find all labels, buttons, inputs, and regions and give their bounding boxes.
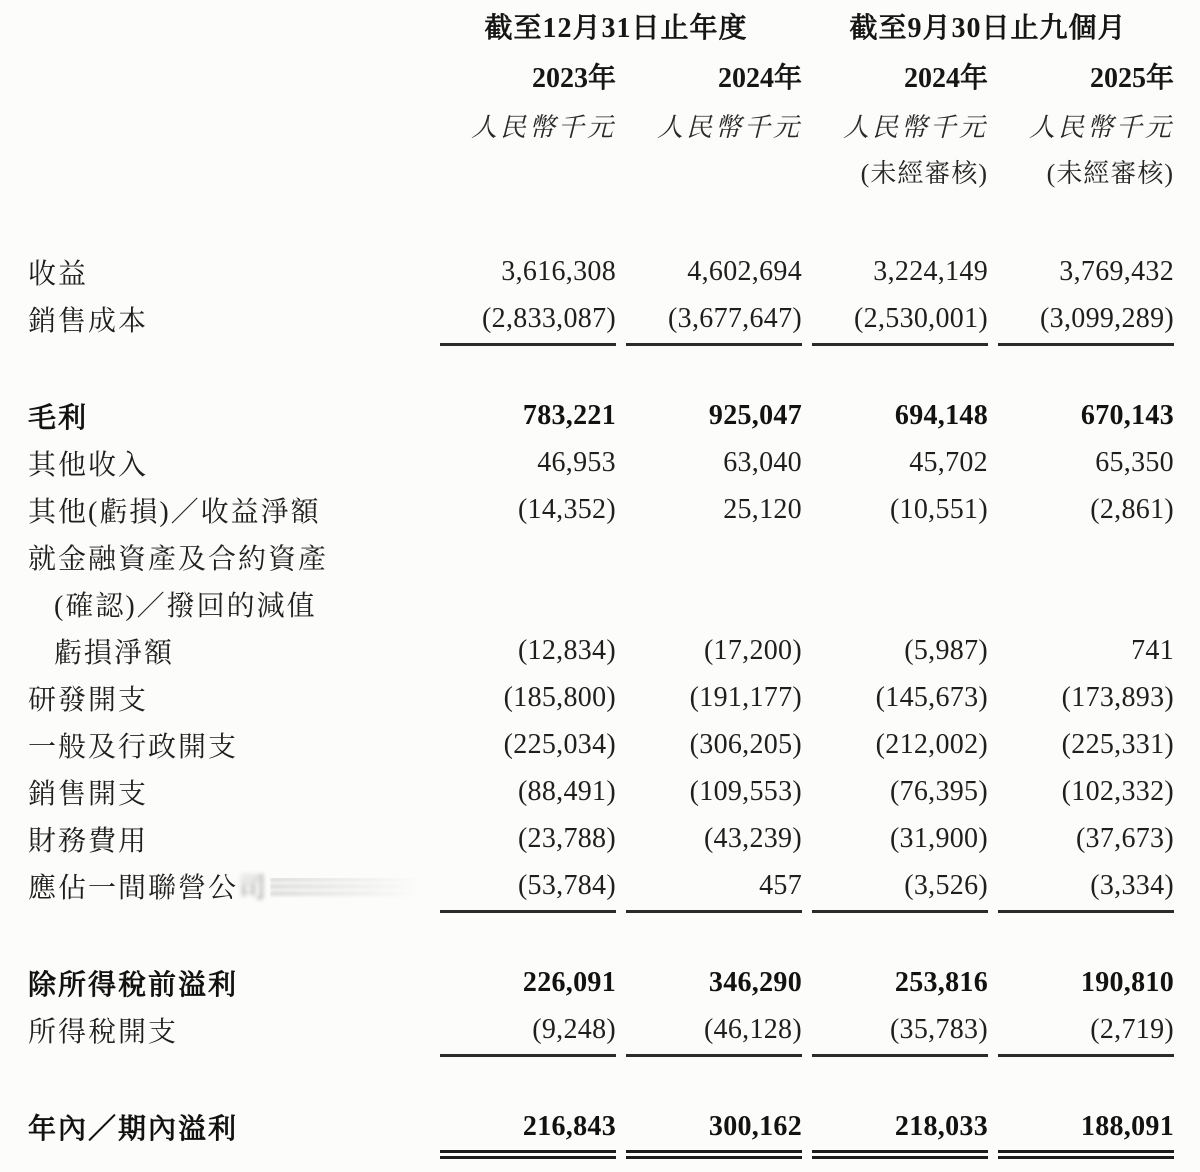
- cell-value: 3,616,308: [501, 255, 616, 287]
- cell-value: 346,290: [708, 966, 802, 998]
- cell-value: (35,783): [812, 1014, 988, 1057]
- table-row: [28, 862, 1174, 909]
- row-label-text: 其他(虧損)／收益淨額: [28, 496, 321, 528]
- row-label: [28, 584, 430, 624]
- table-row: [28, 674, 1174, 721]
- column-year-2023: 2023年: [531, 63, 616, 94]
- value-cell: [802, 1014, 988, 1046]
- table-row: [28, 627, 1174, 674]
- row-label: [28, 963, 430, 1003]
- cell-value: (3,526): [812, 870, 988, 913]
- cell-value: 300,162: [626, 1111, 802, 1159]
- table-row: [28, 768, 1174, 815]
- cell-value: (109,553): [689, 775, 802, 807]
- cell-value: (9,248): [440, 1014, 616, 1057]
- value-cell: [616, 400, 802, 432]
- cell-value: (23,788): [517, 822, 616, 854]
- unit-label: 人民幣千元: [1028, 113, 1174, 142]
- table-row: [28, 248, 1174, 295]
- cell-value: (10,551): [889, 493, 988, 525]
- value-cell: [616, 776, 802, 808]
- cell-value: (2,833,087): [440, 303, 616, 346]
- value-cell: [802, 303, 988, 335]
- cell-value: (225,034): [503, 728, 616, 760]
- table-row: [28, 959, 1174, 1006]
- value-cell: [430, 400, 616, 432]
- cell-value: 694,148: [894, 399, 988, 431]
- row-label: [28, 537, 430, 577]
- value-cell: [988, 776, 1174, 808]
- row-label-text: 就金融資產及合約資產: [28, 543, 329, 575]
- value-cell: [616, 682, 802, 714]
- column-year-2024: 2024年: [717, 63, 802, 94]
- cell-value: 25,120: [723, 493, 802, 525]
- row-label-text: 所得稅開支: [28, 1016, 179, 1048]
- value-cell: [430, 776, 616, 808]
- row-label: [28, 299, 430, 339]
- unaudited-label: (未經審核): [1046, 159, 1174, 188]
- row-label: [28, 1107, 430, 1147]
- value-cell: [616, 494, 802, 526]
- spacer-row: [28, 342, 1174, 392]
- row-label-text: 年內／期內溢利: [28, 1113, 239, 1145]
- value-cell: [988, 447, 1174, 479]
- table-row: [28, 439, 1174, 486]
- value-cell: [430, 823, 616, 855]
- row-label-text: 一般及行政開支: [28, 731, 239, 763]
- row-label-text: 虧損淨額: [54, 637, 175, 669]
- value-cell: [988, 400, 1174, 432]
- value-cell: [802, 776, 988, 808]
- period-group-annual: 截至12月31日止年度: [484, 13, 748, 44]
- value-cell: [802, 870, 988, 902]
- value-cell: [988, 682, 1174, 714]
- cell-value: (173,893): [1061, 681, 1174, 713]
- cell-value: 3,769,432: [1059, 255, 1174, 287]
- spacer-row: [28, 909, 1174, 959]
- redacted-text: 司: [238, 872, 269, 904]
- value-cell: [802, 256, 988, 288]
- period-group-nine-months: 截至9月30日止九個月: [849, 13, 1127, 44]
- cell-value: 741: [1131, 634, 1174, 666]
- value-cell: [988, 729, 1174, 761]
- value-cell: [988, 1111, 1174, 1143]
- row-label: [28, 396, 430, 436]
- value-cell: [988, 256, 1174, 288]
- value-cell: [430, 256, 616, 288]
- cell-value: 190,810: [1080, 966, 1174, 998]
- cell-value: (102,332): [1061, 775, 1174, 807]
- cell-value: 45,702: [909, 446, 988, 478]
- value-cell: [616, 729, 802, 761]
- row-label-text: 銷售開支: [28, 778, 149, 810]
- value-cell: [802, 635, 988, 667]
- row-label: [28, 252, 430, 292]
- cell-value: (53,784): [440, 870, 616, 913]
- row-label: [28, 866, 430, 906]
- table-row: [28, 295, 1174, 342]
- row-label: [28, 490, 430, 530]
- value-cell: [430, 967, 616, 999]
- cell-value: 670,143: [1080, 399, 1174, 431]
- value-cell: [988, 823, 1174, 855]
- row-label-text: 應佔一間聯營公: [28, 872, 239, 904]
- cell-value: 3,224,149: [873, 255, 988, 287]
- value-cell: [430, 1014, 616, 1046]
- table-row: [28, 392, 1174, 439]
- cell-value: (225,331): [1061, 728, 1174, 760]
- cell-value: (88,491): [517, 775, 616, 807]
- value-cell: [988, 494, 1174, 526]
- value-cell: [616, 256, 802, 288]
- value-cell: [988, 303, 1174, 335]
- value-cell: [430, 303, 616, 335]
- table-row: [28, 1006, 1174, 1053]
- row-label: [28, 772, 430, 812]
- row-label: [28, 678, 430, 718]
- cell-value: (31,900): [889, 822, 988, 854]
- value-cell: [802, 400, 988, 432]
- cell-value: (306,205): [689, 728, 802, 760]
- cell-value: (12,834): [517, 634, 616, 666]
- value-cell: [802, 729, 988, 761]
- value-cell: [616, 967, 802, 999]
- cell-value: (5,987): [904, 634, 988, 666]
- value-cell: [430, 682, 616, 714]
- cell-value: 65,350: [1095, 446, 1174, 478]
- unit-label: 人民幣千元: [656, 113, 802, 142]
- row-label: [28, 725, 430, 765]
- column-year-2024-interim: 2024年: [903, 63, 988, 94]
- row-label: [28, 443, 430, 483]
- cell-value: (2,530,001): [812, 303, 988, 346]
- cell-value: 188,091: [998, 1111, 1174, 1159]
- row-label: [28, 819, 430, 859]
- cell-value: (185,800): [503, 681, 616, 713]
- value-cell: [430, 1111, 616, 1143]
- value-cell: [616, 823, 802, 855]
- cell-value: 4,602,694: [687, 255, 802, 287]
- row-label-text: 其他收入: [28, 449, 149, 481]
- value-cell: [802, 494, 988, 526]
- value-cell: [616, 635, 802, 667]
- value-cell: [616, 870, 802, 902]
- cell-value: (145,673): [875, 681, 988, 713]
- unit-label: 人民幣千元: [842, 113, 988, 142]
- cell-value: 218,033: [812, 1111, 988, 1159]
- value-cell: [802, 1111, 988, 1143]
- value-cell: [802, 823, 988, 855]
- cell-value: (3,099,289): [998, 303, 1174, 346]
- row-label-text: (確認)／撥回的減值: [54, 590, 317, 622]
- table-header: [28, 8, 1174, 198]
- row-label: [28, 631, 430, 671]
- value-cell: [988, 870, 1174, 902]
- cell-value: 216,843: [440, 1111, 616, 1159]
- cell-value: 783,221: [522, 399, 616, 431]
- cell-value: (3,677,647): [626, 303, 802, 346]
- row-label: [28, 1010, 430, 1050]
- cell-value: (14,352): [517, 493, 616, 525]
- value-cell: [430, 729, 616, 761]
- cell-value: 457: [626, 870, 802, 913]
- spacer-row: [28, 1053, 1174, 1103]
- cell-value: (2,719): [998, 1014, 1174, 1057]
- row-label-text: 毛利: [28, 402, 89, 434]
- column-year-2025-interim: 2025年: [1089, 63, 1174, 94]
- cell-value: (46,128): [626, 1014, 802, 1057]
- table-body: [28, 248, 1174, 1150]
- table-row: [28, 721, 1174, 768]
- value-cell: [802, 682, 988, 714]
- value-cell: [430, 494, 616, 526]
- table-row: [28, 533, 1174, 580]
- value-cell: [988, 1014, 1174, 1046]
- cell-value: 226,091: [522, 966, 616, 998]
- cell-value: 63,040: [723, 446, 802, 478]
- cell-value: (2,861): [1090, 493, 1174, 525]
- row-label-text: 銷售成本: [28, 305, 149, 337]
- cell-value: 46,953: [537, 446, 616, 478]
- table-row: [28, 815, 1174, 862]
- value-cell: [616, 303, 802, 335]
- value-cell: [802, 447, 988, 479]
- cell-value: (43,239): [703, 822, 802, 854]
- cell-value: (17,200): [703, 634, 802, 666]
- redaction-smudge: [270, 878, 420, 898]
- cell-value: (212,002): [875, 728, 988, 760]
- cell-value: 253,816: [894, 966, 988, 998]
- value-cell: [988, 635, 1174, 667]
- row-label-text: 收益: [28, 258, 89, 290]
- cell-value: (37,673): [1075, 822, 1174, 854]
- value-cell: [616, 1111, 802, 1143]
- value-cell: [430, 447, 616, 479]
- value-cell: [616, 447, 802, 479]
- table-row: [28, 580, 1174, 627]
- cell-value: 925,047: [708, 399, 802, 431]
- value-cell: [802, 967, 988, 999]
- table-row: [28, 1103, 1174, 1150]
- cell-value: (3,334): [998, 870, 1174, 913]
- table-row: [28, 486, 1174, 533]
- unaudited-label: (未經審核): [860, 159, 988, 188]
- unit-label: 人民幣千元: [470, 113, 616, 142]
- value-cell: [430, 635, 616, 667]
- cell-value: (76,395): [889, 775, 988, 807]
- cell-value: (191,177): [689, 681, 802, 713]
- row-label-text: 除所得稅前溢利: [28, 969, 239, 1001]
- row-label-text: 研發開支: [28, 684, 149, 716]
- row-label-text: 財務費用: [28, 825, 149, 857]
- value-cell: [616, 1014, 802, 1046]
- value-cell: [988, 967, 1174, 999]
- value-cell: [430, 870, 616, 902]
